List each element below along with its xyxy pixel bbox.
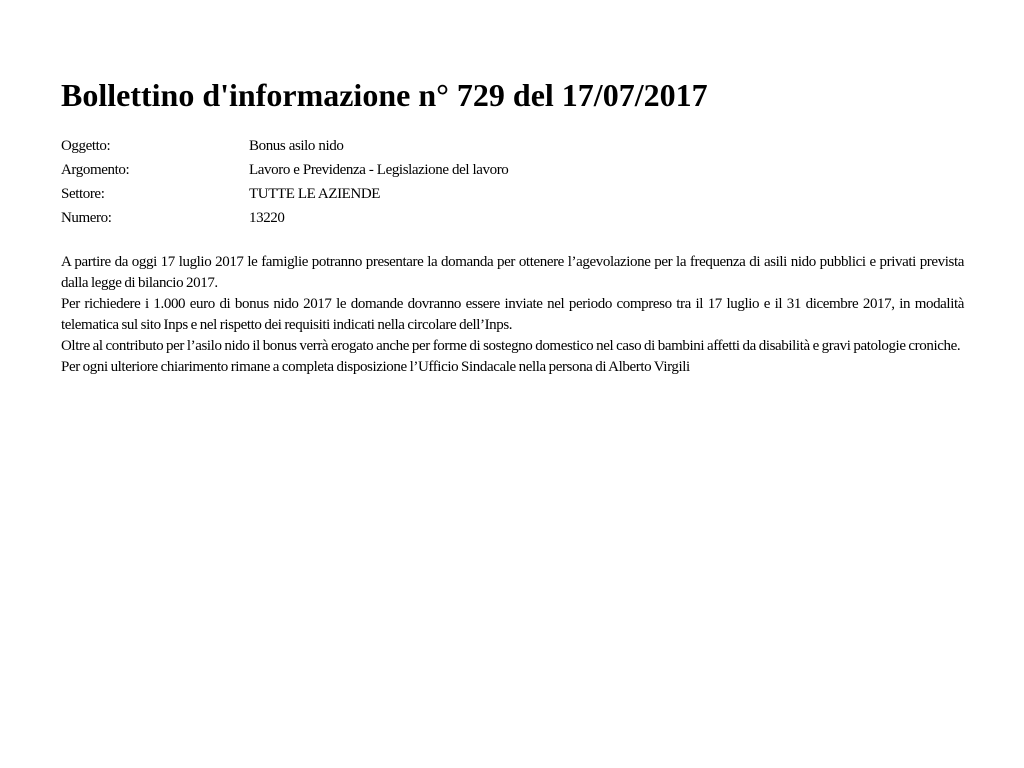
oggetto-label: Oggetto: bbox=[61, 138, 111, 154]
metadata-table bbox=[61, 134, 964, 230]
body-paragraph: Per ogni ulteriore chiarimento rimane a completa disposizione l’Ufficio Sindacale nella persona di Alberto Virgili bbox=[61, 359, 690, 375]
body-text bbox=[61, 252, 964, 378]
body-paragraph: Oltre al contributo per l’asilo nido il bonus verrà erogato anche per forme di sostegno domestico nel caso di bambini affetti da disabilità e gravi patologie croniche. bbox=[61, 338, 961, 354]
settore-label: Settore: bbox=[61, 186, 105, 202]
settore-value: TUTTE LE AZIENDE bbox=[249, 186, 381, 202]
argomento-label: Argomento: bbox=[61, 162, 130, 178]
meta-row-numero bbox=[61, 206, 964, 230]
meta-row-oggetto bbox=[61, 134, 964, 158]
argomento-value: Lavoro e Previdenza - Legislazione del lavoro bbox=[249, 162, 509, 178]
meta-row-argomento bbox=[61, 158, 964, 182]
document-title: Bollettino d'informazione n° 729 del 17/07/2017 bbox=[61, 77, 708, 113]
body-paragraph: Per richiedere i 1.000 euro di bonus nido 2017 le domande dovranno essere inviate nel periodo compreso tra il 17 luglio e il 31 dicembre 2017, in modalità telematica sul sito Inps e nel rispetto dei requisiti indicati nella circolare dell’Inps. bbox=[61, 296, 964, 333]
numero-value: 13220 bbox=[249, 210, 285, 226]
numero-label: Numero: bbox=[61, 210, 112, 226]
body-paragraph: A partire da oggi 17 luglio 2017 le famiglie potranno presentare la domanda per ottenere l’agevolazione per la frequenza di asili nido pubblici e privati prevista dalla legge di bilancio 2017. bbox=[61, 254, 964, 291]
oggetto-value: Bonus asilo nido bbox=[249, 138, 344, 154]
meta-row-settore bbox=[61, 182, 964, 206]
